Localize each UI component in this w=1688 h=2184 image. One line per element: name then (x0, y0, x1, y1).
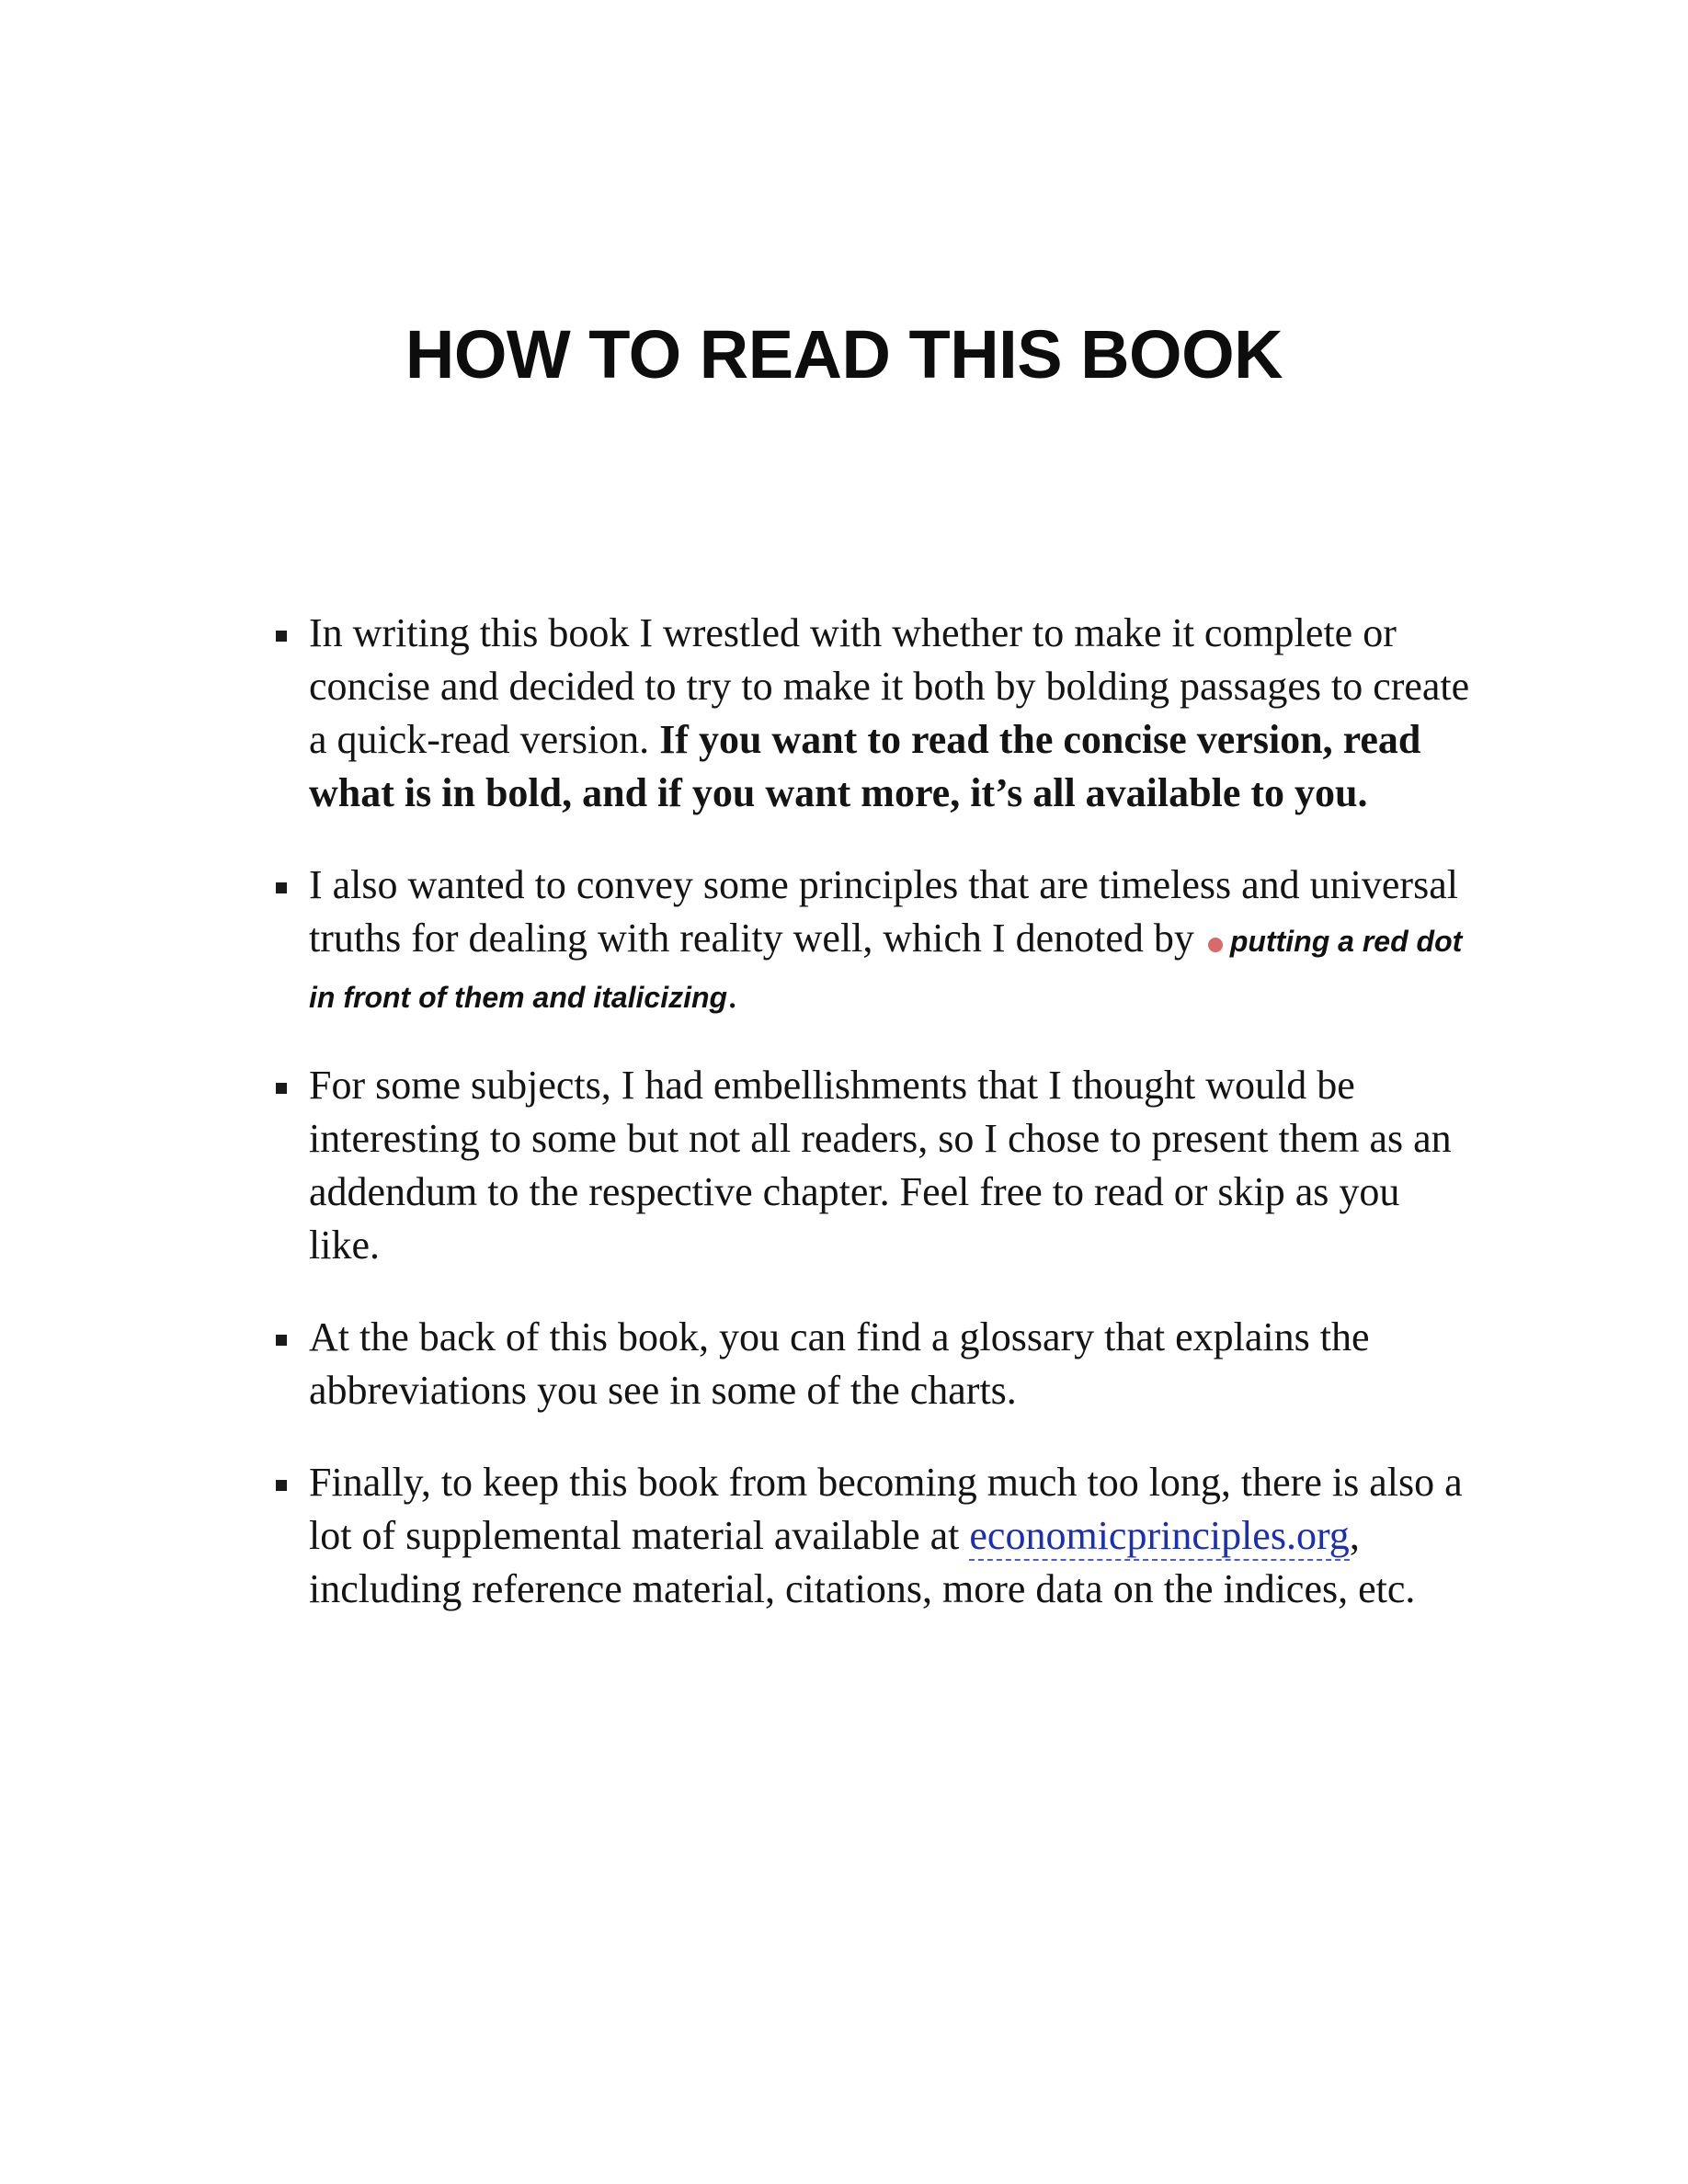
item-text: At the back of this book, you can find a glossary that explains the abbreviations you see in some of the charts. (309, 1314, 1370, 1413)
square-bullet-icon (276, 882, 287, 893)
item-text-end: . (727, 972, 738, 1017)
list-item-supplemental-material (276, 1456, 1471, 1616)
item-text: In writing this book I wrestled with whether to make it complete or concise and decided to try to make it both by bolding passages to create a quick-read version. (309, 610, 1470, 762)
page-title: HOW TO READ THIS BOOK (405, 316, 1283, 392)
reading-guide-list (276, 607, 1471, 1655)
list-item-concise-version (276, 607, 1471, 820)
red-dot-icon (1208, 938, 1223, 952)
principle-italic-text: putting a red dot in front of them and italicizing (309, 925, 1463, 1014)
list-item-principles (276, 859, 1471, 1024)
item-text-end: , including reference material, citations, more data on the indices, etc. (309, 1513, 1416, 1611)
item-text: For some subjects, I had embellishments that I thought would be interesting to some but not all readers, so I chose to present them as an addendum to the respective chapter. Feel free to read or skip as you like. (309, 1063, 1452, 1268)
economicprinciples-link[interactable]: economicprinciples.org (969, 1513, 1349, 1561)
list-item-addendums (276, 1059, 1471, 1272)
square-bullet-icon (276, 1480, 287, 1491)
item-text: I also wanted to convey some principles that are timeless and universal truths for dealing with reality well, which I denoted by (309, 862, 1458, 961)
item-text: Finally, to keep this book from becoming much too long, there is also a lot of supplemental material available at (309, 1460, 1463, 1558)
square-bullet-icon (276, 631, 287, 642)
square-bullet-icon (276, 1335, 287, 1346)
list-item-glossary (276, 1311, 1471, 1417)
square-bullet-icon (276, 1083, 287, 1094)
item-bold-text: If you want to read the concise version, read what is in bold, and if you want more, it’s all available to you. (309, 717, 1421, 815)
